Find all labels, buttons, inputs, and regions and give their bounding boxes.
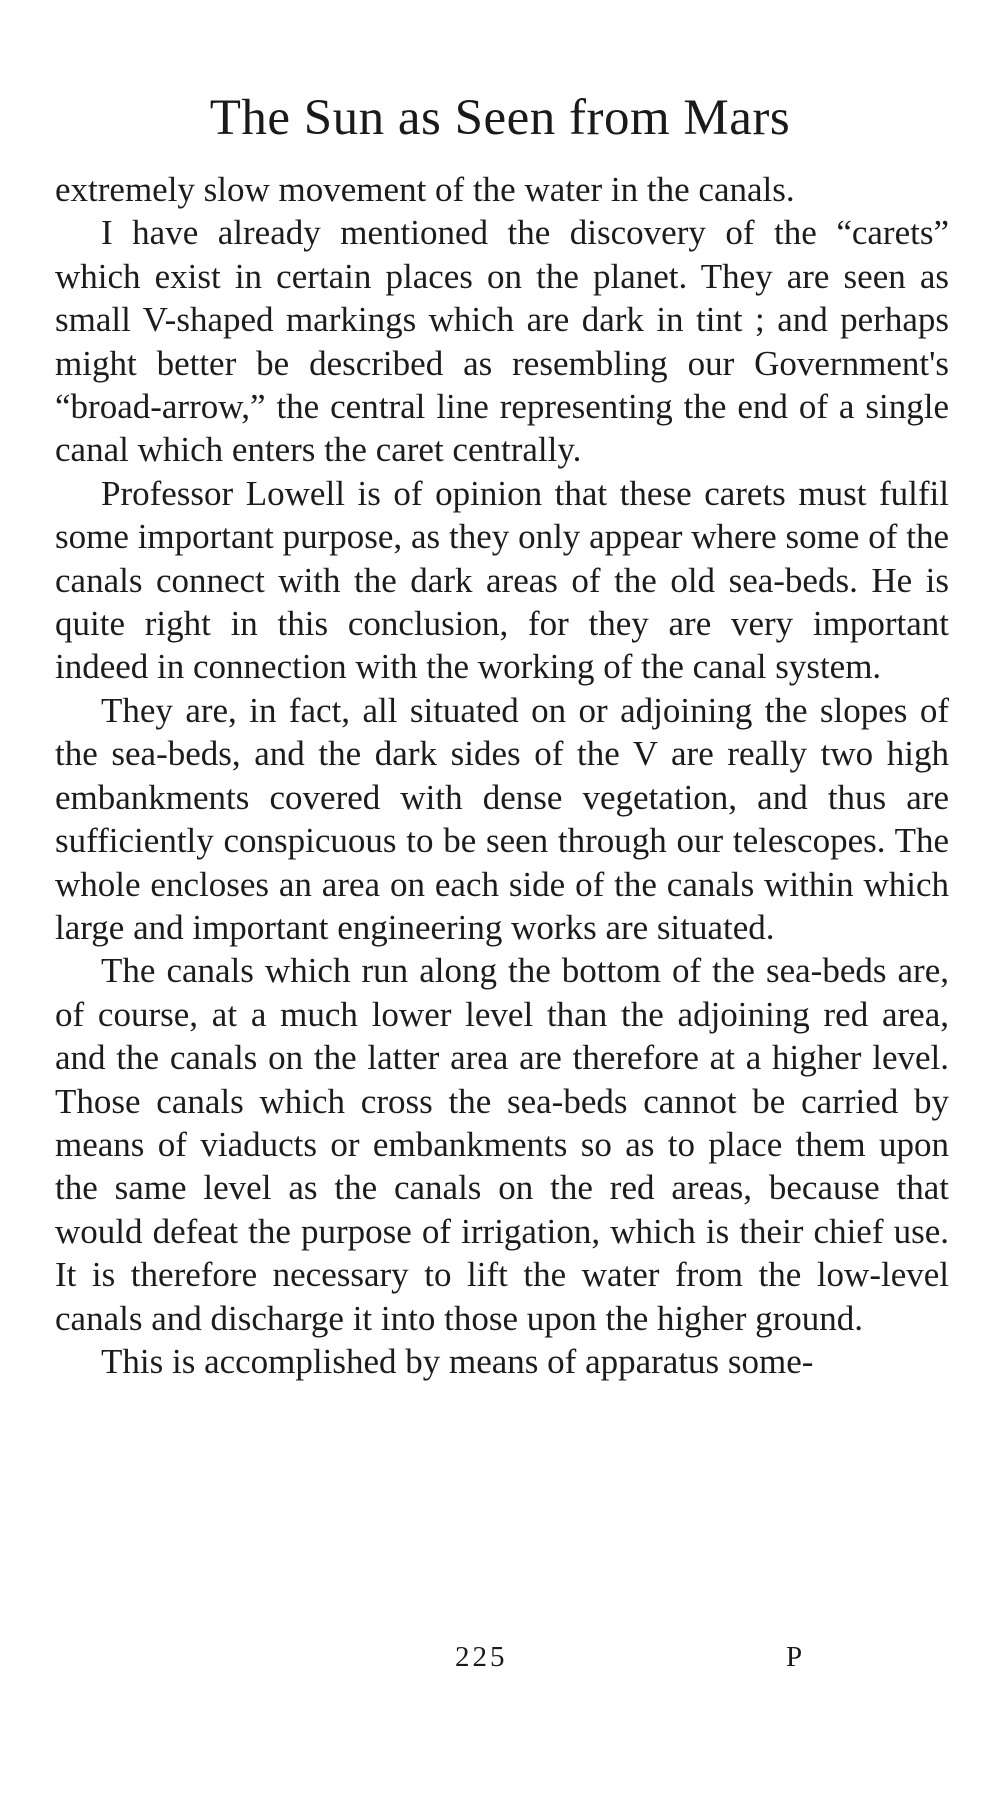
paragraph-continued: extremely slow movement of the water in the canals. xyxy=(55,170,795,209)
paragraph-embankments: They are, in fact, all situated on or adjoining the slopes of the sea-beds, and the dark sides of the V are really two high embankments covered with dense vegetation, and thus are sufficiently conspicuous to be seen through our telescopes. The whole encloses an area on each side of the canals within which large and important engineering works are situated. xyxy=(55,690,949,947)
paragraph-carets: I have already mentioned the discovery of the “carets” which exist in certain places on the planet. They are seen as small V-shaped markings which are dark in tint ; and perhaps might better be described as resembling our Government's “broad-arrow,” the central line representing the end of a single canal which enters the caret centrally. xyxy=(55,213,949,470)
body-text xyxy=(55,168,949,1383)
paragraph-apparatus: This is accomplished by means of apparatus some- xyxy=(101,1341,814,1381)
paragraph-lowell: Professor Lowell is of opinion that these carets must fulfil some important purpose, as they only appear where some of the canals connect with the dark areas of the old sea-beds. He is quite right in this conclusion, for they are very important indeed in connection with the working of the canal system. xyxy=(55,473,949,687)
paragraph-canal-levels: The canals which run along the bottom of the sea-beds are, of course, at a much lower level than the adjoining red area, and the canals on the latter area are therefore at a higher level. Those canals which cross the sea-beds cannot be carried by means of viaducts or embankments so as to place them upon the same level as the canals on the red areas, because that would defeat the purpose of irrigation, which is their chief use. It is therefore necessary to lift the water from the low-level canals and discharge it into those upon the higher ground. xyxy=(55,951,949,1338)
page-number: 225 xyxy=(455,1641,508,1673)
signature-mark: P xyxy=(786,1641,803,1673)
running-head: The Sun as Seen from Mars xyxy=(209,90,791,146)
